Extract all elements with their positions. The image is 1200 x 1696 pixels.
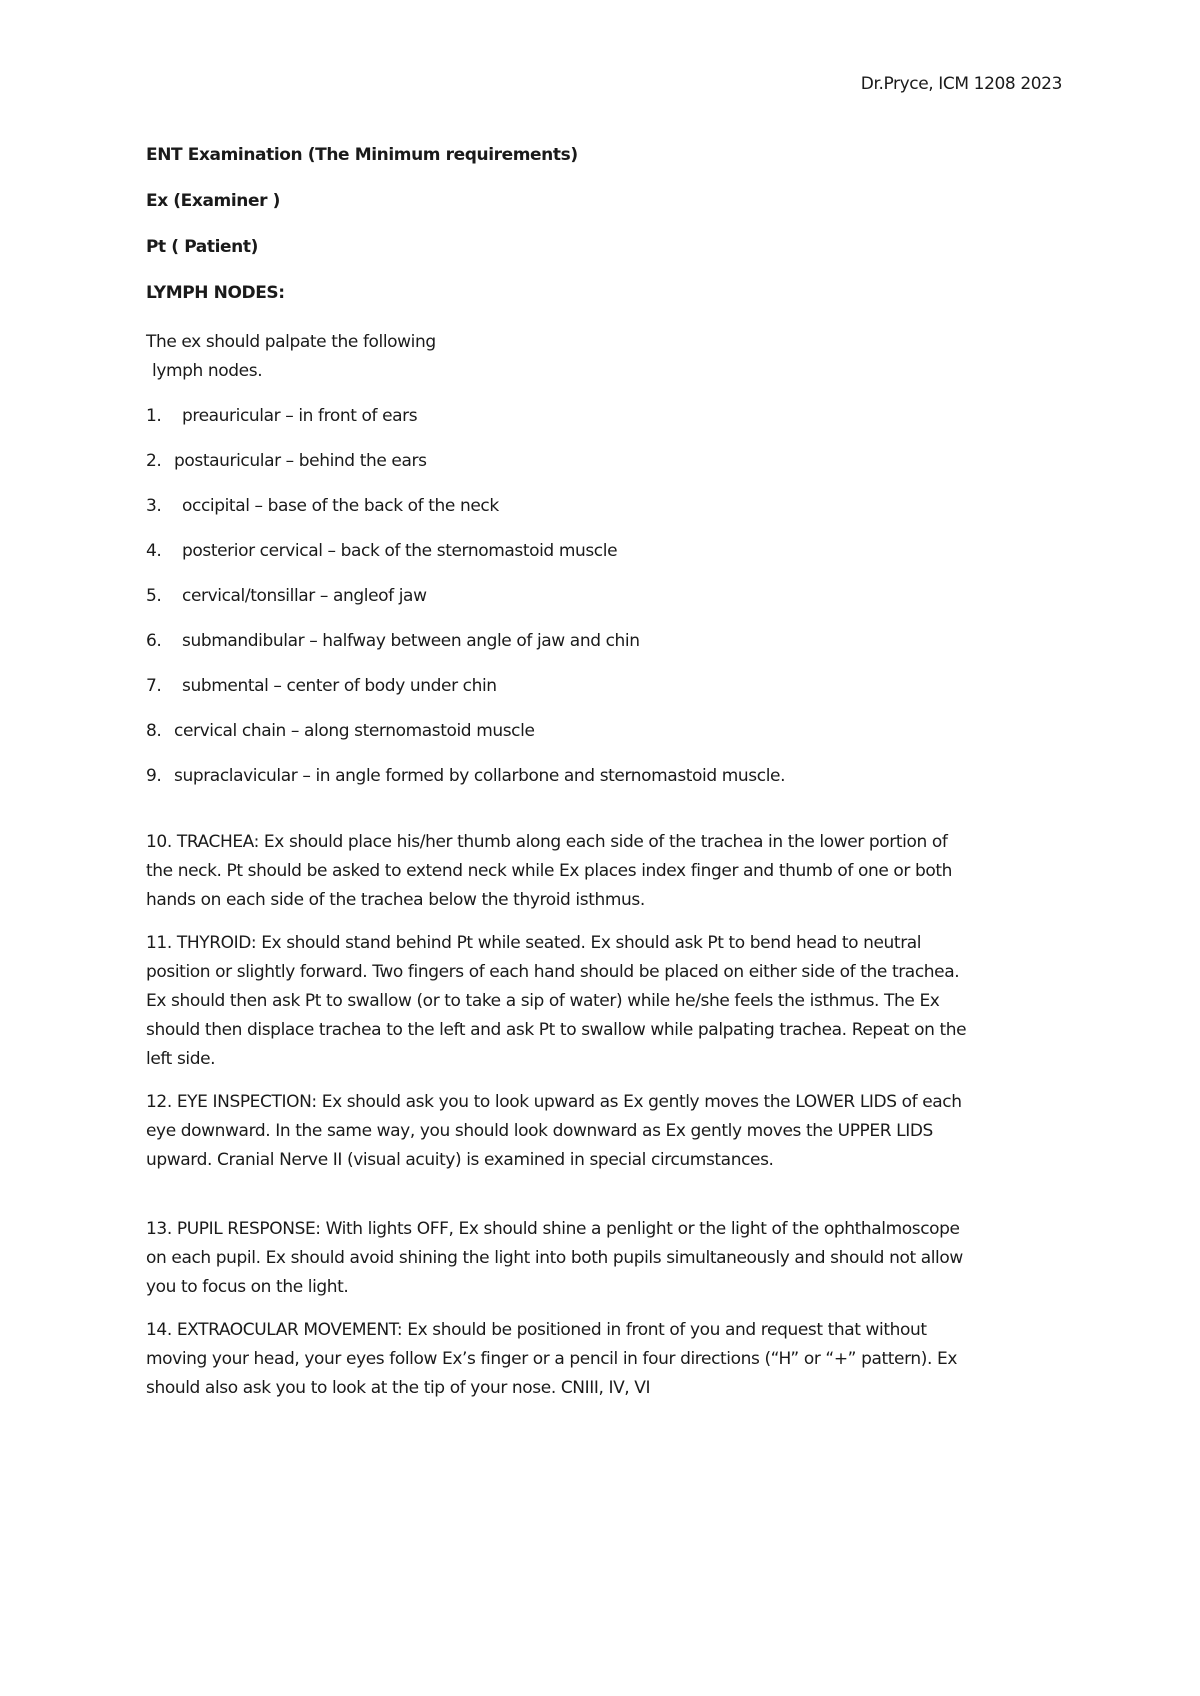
list-item-text: postauricular – behind the ears [174, 451, 427, 471]
list-item-text: cervical chain – along sternomastoid muscle [174, 721, 535, 741]
paragraph-extraocular-movement [146, 1316, 1066, 1403]
paragraph-line: the neck. Pt should be asked to extend neck while Ex places index finger and thumb of one or both [146, 861, 953, 881]
paragraph-line: left side. [146, 1049, 216, 1069]
list-item [146, 675, 1066, 698]
intro-line: The ex should palpate the following [146, 332, 436, 352]
list-item-text: occipital – base of the back of the neck [182, 496, 499, 516]
header-author-course: Dr.Pryce, ICM 1208 2023 [860, 74, 1062, 94]
list-item-number: 1. [146, 406, 162, 426]
paragraph-line: 14. EXTRAOCULAR MOVEMENT: Ex should be positioned in front of you and request that without [146, 1320, 927, 1340]
lymph-nodes-heading: LYMPH NODES: [146, 283, 285, 303]
paragraph-pupil-response [146, 1215, 1066, 1302]
paragraph-line: 11. THYROID: Ex should stand behind Pt while seated. Ex should ask Pt to bend head to neutral [146, 933, 922, 953]
paragraph-line: should also ask you to look at the tip of your nose. CNIII, IV, VI [146, 1378, 651, 1398]
list-item [146, 765, 1066, 788]
list-item [146, 495, 1066, 518]
paragraph-thyroid [146, 929, 1066, 1074]
list-item-text: preauricular – in front of ears [182, 406, 418, 426]
paragraph-trachea [146, 828, 1066, 915]
paragraph-line: position or slightly forward. Two fingers of each hand should be placed on either side of the trachea. [146, 962, 960, 982]
paragraph-line: upward. Cranial Nerve II (visual acuity) is examined in special circumstances. [146, 1150, 774, 1170]
list-item-number: 7. [146, 676, 162, 696]
list-item [146, 450, 1066, 473]
abbreviation-examiner: Ex (Examiner ) [146, 191, 280, 211]
document-body [146, 144, 1066, 1417]
list-item-text: posterior cervical – back of the sternomastoid muscle [182, 541, 618, 561]
list-item-number: 2. [146, 451, 162, 471]
paragraph-line: you to focus on the light. [146, 1277, 349, 1297]
paragraph-eye-inspection [146, 1088, 1066, 1175]
lymph-nodes-list [146, 405, 1066, 788]
list-item-text: submental – center of body under chin [182, 676, 497, 696]
paragraph-line: 12. EYE INSPECTION: Ex should ask you to look upward as Ex gently moves the LOWER LIDS of each [146, 1092, 962, 1112]
list-item-number: 3. [146, 496, 162, 516]
document-title: ENT Examination (The Minimum requirements) [146, 145, 578, 165]
list-item-text: submandibular – halfway between angle of jaw and chin [182, 631, 640, 651]
paragraph-line: 10. TRACHEA: Ex should place his/her thumb along each side of the trachea in the lower portion of [146, 832, 948, 852]
intro-line: lymph nodes. [152, 361, 263, 381]
list-item [146, 540, 1066, 563]
list-item-number: 8. [146, 721, 162, 741]
list-item-number: 9. [146, 766, 162, 786]
paragraph-line: Ex should then ask Pt to swallow (or to take a sip of water) while he/she feels the isthmus. The Ex [146, 991, 940, 1011]
list-item-text: cervical/tonsillar – angleof jaw [182, 586, 427, 606]
paragraph-line: should then displace trachea to the left and ask Pt to swallow while palpating trachea. Repeat on the [146, 1020, 967, 1040]
list-item [146, 585, 1066, 608]
paragraph-line: 13. PUPIL RESPONSE: With lights OFF, Ex should shine a penlight or the light of the ophthalmoscope [146, 1219, 960, 1239]
lymph-nodes-intro [146, 328, 1066, 386]
list-item-number: 5. [146, 586, 162, 606]
list-item-text: supraclavicular – in angle formed by collarbone and sternomastoid muscle. [174, 766, 786, 786]
abbreviation-patient: Pt ( Patient) [146, 237, 258, 257]
list-item-number: 6. [146, 631, 162, 651]
list-item-number: 4. [146, 541, 162, 561]
paragraph-line: hands on each side of the trachea below the thyroid isthmus. [146, 890, 645, 910]
paragraph-line: moving your head, your eyes follow Ex’s finger or a pencil in four directions (“H” or “+” pattern). Ex [146, 1349, 957, 1369]
list-item [146, 405, 1066, 428]
paragraph-line: eye downward. In the same way, you should look downward as Ex gently moves the UPPER LIDS [146, 1121, 933, 1141]
list-item [146, 630, 1066, 653]
paragraph-line: on each pupil. Ex should avoid shining the light into both pupils simultaneously and should not allow [146, 1248, 963, 1268]
list-item [146, 720, 1066, 743]
